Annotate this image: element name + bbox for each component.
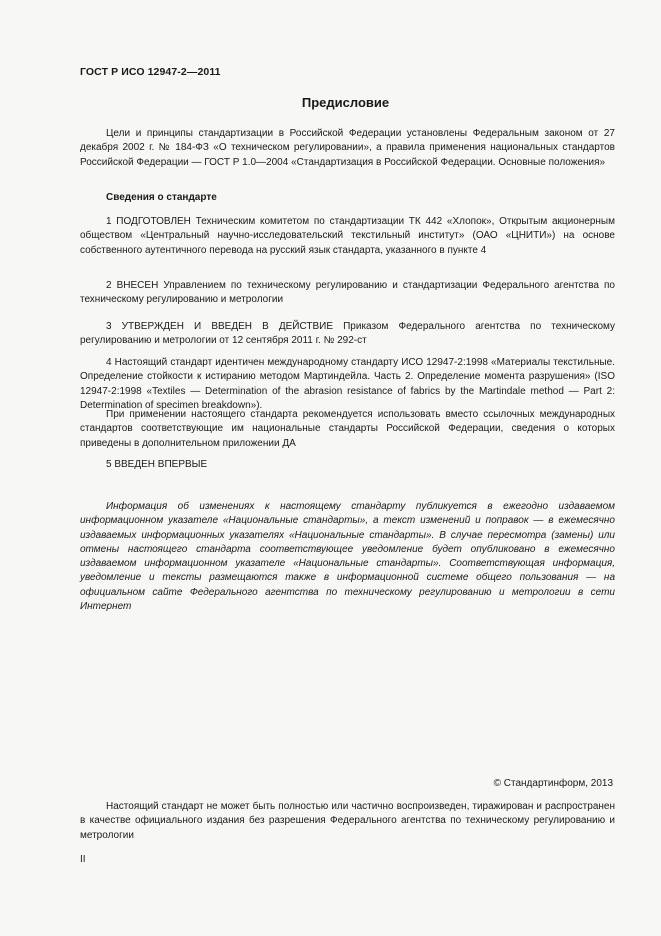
item-2: 2 ВНЕСЕН Управлением по техническому регулированию и стандартизации Федерального агентства по техническому регулированию и метрологии <box>80 280 615 306</box>
item-1: 1 ПОДГОТОВЛЕН Техническим комитетом по стандартизации ТК 442 «Хлопок», Открытым акционерным обществом «Центральный научно-исследовательский текстильный институт» (ОАО «ЦНИТИ») на основе собственного аутентичного перевода на русский язык стандарта, указанного в пункте 4 <box>80 216 615 256</box>
copyright: © Стандартинформ, 2013 <box>493 778 613 789</box>
page-number: II <box>80 854 86 865</box>
page-title: Предисловие <box>301 95 390 110</box>
info-heading: Сведения о стандарте <box>106 192 217 203</box>
amendments-notice: Информация об изменениях к настоящему стандарту публикуется в ежегодно издаваемом информационном указателе «Национальные стандарты», а текст изменений и поправок — в ежемесячно издаваемых информационных указателях «Национальные стандарты». В случае пересмотра (замены) или отмены настоящего стандарта соответствующее уведомление будет опубликовано в ежемесячно издаваемом информационном указателе «Национальные стандарты». Соответствующая информация, уведомление и тексты размещаются также в информационной системе общего пользования — на официальном сайте Федерального агентства по техническому регулированию и метрологии в сети Интернет <box>80 501 615 613</box>
intro-paragraph: Цели и принципы стандартизации в Российской Федерации установлены Федеральным законом от 27 декабря 2002 г. № 184-ФЗ «О техническом регулировании», а правила применения национальных стандартов Российской Федерации — ГОСТ Р 1.0—2004 «Стандартизация в Российской Федерации. Основные положения» <box>80 128 615 168</box>
item-3: 3 УТВЕРЖДЕН И ВВЕДЕН В ДЕЙСТВИЕ Приказом Федерального агентства по техническому регулированию и метрологии от 12 сентября 2011 г. № 292-ст <box>80 321 615 347</box>
item-5: 5 ВВЕДЕН ВПЕРВЫЕ <box>106 459 208 470</box>
item-4: 4 Настоящий стандарт идентичен международному стандарту ИСО 12947-2:1998 «Материалы текстильные. Определение стойкости к истиранию методом Мартиндейла. Часть 2. Определение момента разрушения» (ISO 12947-2:1998 «Textiles — Determination of the abrasion resistance of fabrics by the Martindale method — Part 2: Determination of specimen breakdown»). <box>80 357 615 411</box>
document-header: ГОСТ Р ИСО 12947-2—2011 <box>80 66 221 78</box>
item-4-note: При применении настоящего стандарта рекомендуется использовать вместо ссылочных международных стандартов соответствующие им национальные стандарты Российской Федерации, сведения о которых приведены в дополнительном приложении ДА <box>80 409 615 449</box>
reproduction-notice: Настоящий стандарт не может быть полностью или частично воспроизведен, тиражирован и распространен в качестве официального издания без разрешения Федерального агентства по техническому регулированию и метрологии <box>80 801 615 841</box>
